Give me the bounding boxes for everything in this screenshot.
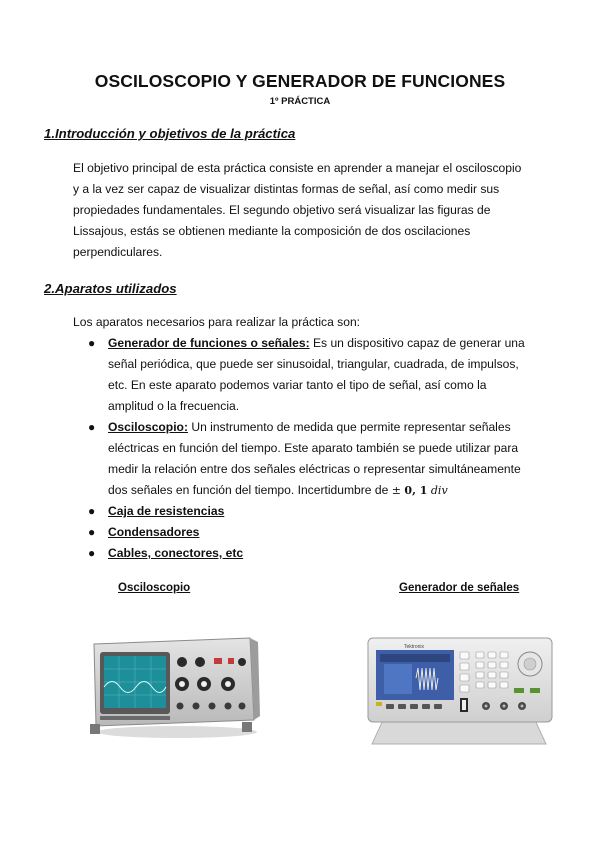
section-2-intro: Los aparatos necesarios para realizar la práctica son: [73, 315, 361, 329]
list-item-oscilloscope [88, 417, 538, 501]
description-line: eléctricas en función del tiempo. Este aparato también se puede utilizar para [108, 441, 519, 455]
paragraph-line: propiedades fundamentales. El segundo objetivo será visualizar las figuras de [73, 203, 491, 217]
uncertainty-formula [392, 484, 448, 497]
paragraph-line: perpendiculares. [73, 245, 163, 259]
description-line: señal periódica, que puede ser sinusoidal, triangular, cuadrada, de impulsos, [108, 357, 519, 371]
list-item-cables [88, 543, 538, 564]
term-capacitors: Condensadores [108, 525, 200, 539]
list-item-capacitors [88, 522, 538, 543]
oscilloscope-image [82, 632, 262, 742]
equipment-list [88, 333, 538, 564]
list-item-resistors [88, 501, 538, 522]
bullet-icon: ● [88, 546, 96, 560]
generator-caption: Generador de señales [399, 582, 520, 594]
term-cables: Cables, conectores, etc [108, 546, 244, 560]
document-title: OSCILOSCOPIO Y GENERADOR DE FUNCIONES [94, 71, 506, 91]
term-generator: Generador de funciones o señales: [108, 336, 310, 350]
paragraph-line: Lissajous, estás se obtienen mediante la composición de dos oscilaciones [73, 224, 471, 238]
document-subtitle: 1º PRÁCTICA [269, 96, 331, 107]
term-resistors: Caja de resistencias [108, 504, 225, 518]
description-line: medir la relación entre dos señales eléctricas o representar simultáneamente [108, 462, 521, 476]
plus-minus: ± [391, 484, 405, 497]
section-2-heading: 2.Aparatos utilizados [44, 281, 177, 296]
description-line: etc. En este aparato podemos variar tanto el tipo de señal, así como la [108, 378, 487, 392]
description-line: Un instrumento de medida que permite representar señales [187, 420, 511, 434]
oscilloscope-caption: Osciloscopio [118, 582, 191, 594]
paragraph-line: y a la vez ser capaz de visualizar distintas formas de señal, así como medir sus [73, 182, 500, 196]
term-oscilloscope: Osciloscopio: [108, 420, 188, 434]
uncertainty-value: 0, 1 [404, 484, 428, 497]
list-item-generator [88, 333, 538, 417]
bullet-icon: ● [88, 525, 96, 539]
description-line: amplitud o la frecuencia. [108, 399, 240, 413]
section-1-paragraph [73, 158, 533, 263]
generator-brand: Tektronix [404, 644, 425, 650]
section-1-heading: 1.Introducción y objetivos de la práctica [44, 126, 296, 141]
signal-generator-image [364, 632, 554, 752]
bullet-icon: ● [88, 420, 96, 434]
paragraph-line: El objetivo principal de esta práctica consiste en aprender a manejar el osciloscopio [73, 161, 522, 175]
bullet-icon: ● [88, 336, 96, 350]
description-line: Es un dispositivo capaz de generar una [309, 336, 525, 350]
bullet-icon: ● [88, 504, 96, 518]
uncertainty-unit: div [427, 484, 448, 497]
description-line: dos señales en función del tiempo. Incertidumbre de [108, 483, 392, 497]
